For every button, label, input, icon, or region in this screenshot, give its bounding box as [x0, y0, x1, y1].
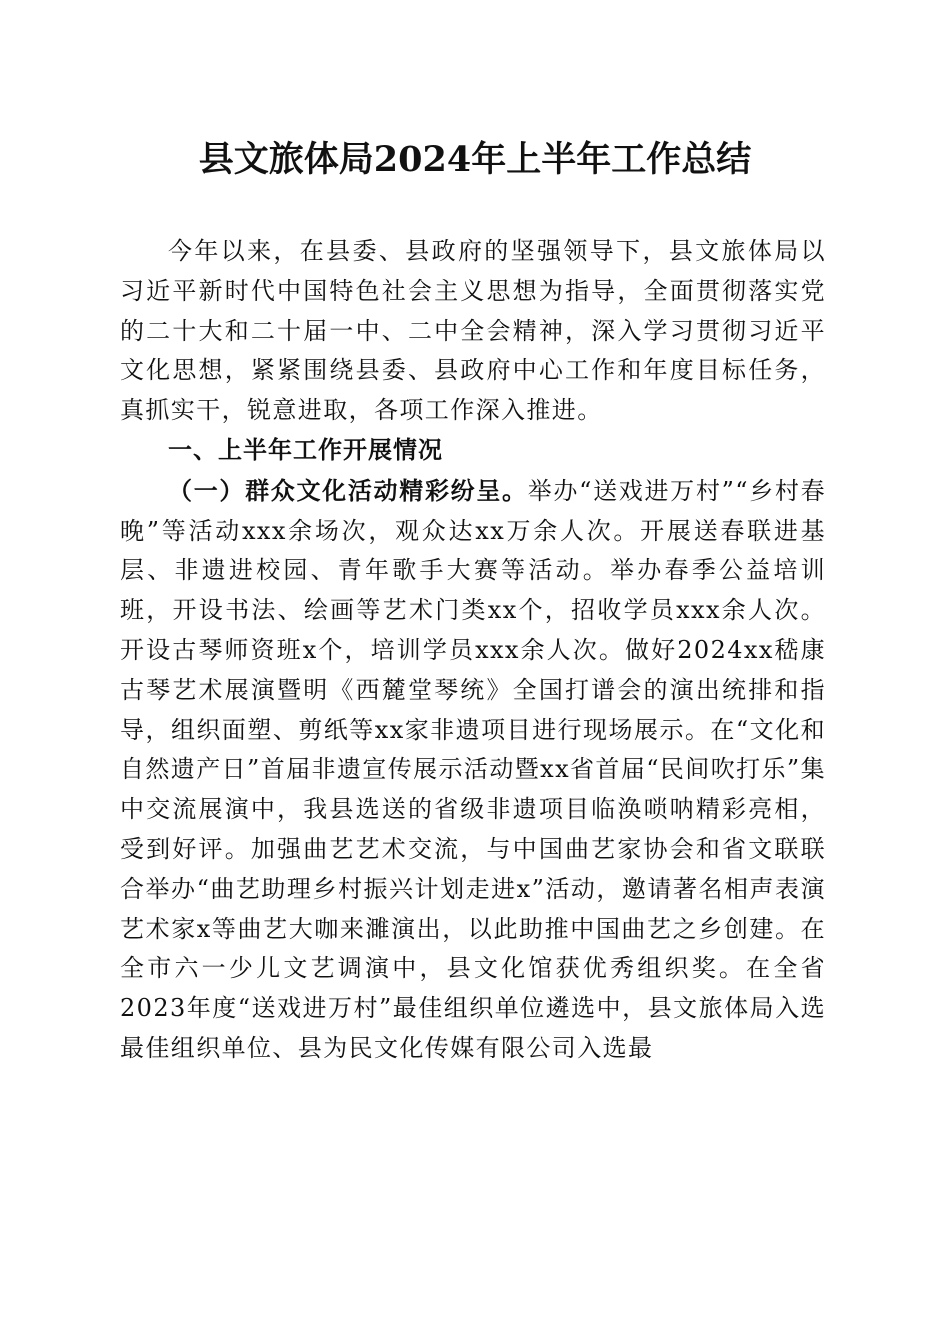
subsection-paragraph — [120, 471, 826, 1069]
document-title: 县文旅体局2024年上半年工作总结 — [198, 139, 752, 180]
intro-paragraph: 今年以来，在县委、县政府的坚强领导下，县文旅体局以习近平新时代中国特色社会主义思想为指导，全面贯彻落实党的二十大和二十届一中、二中全会精神，深入学习贯彻习近平文化思想，紧紧围绕县委、县政府中心工作和年度目标任务，真抓实干，锐意进取，各项工作深入推进。 — [120, 237, 826, 425]
subsection-heading: （一）群众文化活动精彩纷呈。 — [168, 475, 528, 505]
document-body — [120, 232, 826, 1069]
section-heading: 一、上半年工作开展情况 — [168, 435, 443, 464]
subsection-body: 举办“送戏进万村”“乡村春晚”等活动xxx余场次，观众达xx万余人次。开展送春联进基层、非遗进校园、青年歌手大赛等活动。举办春季公益培训班，开设书法、绘画等艺术门类xx个，招收学员xxx余人次。开设古琴师资班x个，培训学员xxx余人次。做好2024xx嵇康古琴艺术展演暨明《西麓堂琴统》全国打谱会的演出统排和指导，组织面塑、剪纸等xx家非遗项目进行现场展示。在“文化和自然遗产日”首届非遗宣传展示活动暨xx省首届“民间吹打乐”集中交流展演中，我县选送的省级非遗项目临涣唢呐精彩亮相，受到好评。加强曲艺艺术交流，与中国曲艺家协会和省文联联合举办“曲艺助理乡村振兴计划走进x”活动，邀请著名相声表演艺术家x等曲艺大咖来濉演出，以此助推中国曲艺之乡创建。在全市六一少儿文艺调演中，县文化馆获优秀组织奖。在全省2023年度“送戏进万村”最佳组织单位遴选中，县文旅体局入选最佳组织单位、县为民文化传媒有限公司入选最 — [120, 476, 826, 1062]
